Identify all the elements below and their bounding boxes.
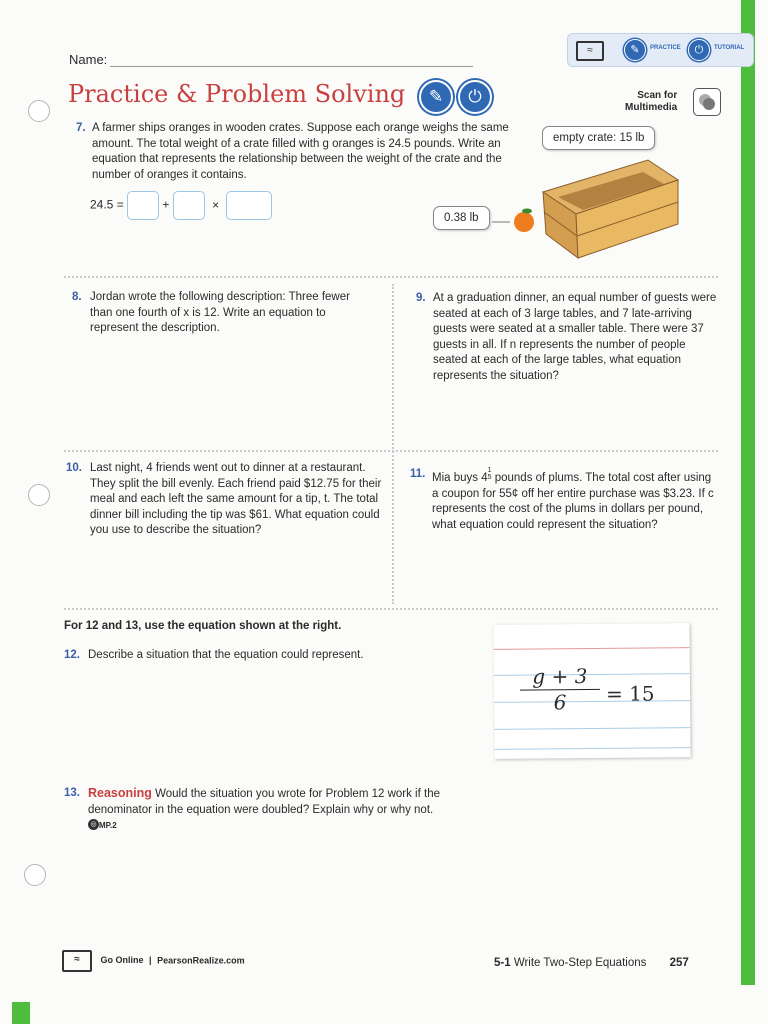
pencil-icon[interactable]: ✎ xyxy=(624,39,646,61)
equation-right: = 15 xyxy=(605,681,655,706)
power-icon[interactable]: ⏻ xyxy=(688,39,710,61)
card-rule xyxy=(494,647,690,650)
equation-numerator: g + 3 xyxy=(520,664,600,691)
mp-label: MP.2 xyxy=(99,821,117,830)
answer-box[interactable] xyxy=(173,191,205,220)
name-label: Name: xyxy=(69,52,108,67)
problem-11-text-start: Mia buys 4 xyxy=(432,472,488,484)
problem-13-text: Would the situation you wrote for Problem 12 work if the denominator in the equation were doubled? Explain why or why not. xyxy=(88,788,440,816)
divider xyxy=(64,450,718,452)
divider xyxy=(64,276,718,278)
equation-7 xyxy=(90,191,272,220)
card-rule xyxy=(494,727,690,730)
footer-left xyxy=(62,950,245,972)
problem-11-text-end: pounds of plums. The total cost after using a coupon for 55¢ off her entire purchase was $3.23. If c represents the cost of the plums in dollars per pound, what equation could represent the situation? xyxy=(432,472,714,531)
problem-7-text: A farmer ships oranges in wooden crates. Suppose each orange weighs the same amount. The total weight of a crate filled with g oranges is 24.5 pounds. Write an equation that represents the relationship between the weight of the crate and the number of oranges it contains. xyxy=(92,122,509,181)
side-bar xyxy=(741,0,755,985)
divider xyxy=(392,284,394,604)
problem-13 xyxy=(64,786,444,834)
fraction-equation xyxy=(520,664,600,715)
problem-number: 7. xyxy=(76,122,86,134)
crate-label: empty crate: 15 lb xyxy=(542,126,655,150)
orange-weight-label: 0.38 lb xyxy=(433,206,490,230)
lesson-number: 5-1 xyxy=(494,957,511,969)
fraction-numerator: 1 xyxy=(487,467,492,474)
power-icon[interactable]: ⏻ xyxy=(458,80,492,114)
binder-hole xyxy=(28,484,50,506)
qr-code-graphic xyxy=(694,89,720,115)
binder-hole xyxy=(24,864,46,886)
toolbar xyxy=(567,33,754,67)
problem-number: 12. xyxy=(64,649,80,661)
problem-11-text xyxy=(432,467,720,533)
footer-right xyxy=(494,957,689,969)
monitor-icon[interactable]: ≈ xyxy=(62,950,92,972)
mp-badge xyxy=(88,819,117,831)
qr-code-icon[interactable] xyxy=(693,88,721,116)
problem-number: 9. xyxy=(416,292,426,304)
monitor-icon[interactable]: ≈ xyxy=(576,41,604,61)
problem-number: 8. xyxy=(72,291,82,303)
crate-image xyxy=(538,152,684,262)
page-number: 257 xyxy=(669,957,689,969)
answer-box[interactable] xyxy=(226,191,272,220)
go-online-label: Go Online xyxy=(100,955,144,966)
scan-line-2: Multimedia xyxy=(625,102,678,113)
equation-left: 24.5 = xyxy=(90,197,124,212)
pencil-icon[interactable]: ✎ xyxy=(419,80,453,114)
footer-separator: | xyxy=(149,955,152,966)
problem-10 xyxy=(66,461,384,539)
practice-label: PRACTICE xyxy=(650,45,681,51)
problem-number: 11. xyxy=(410,468,426,480)
problem-11 xyxy=(410,467,720,533)
problem-12-text: Describe a situation that the equation could represent. xyxy=(88,649,364,661)
fraction-denominator: 5 xyxy=(487,474,492,481)
plus-sign: + xyxy=(162,197,170,212)
page-title: Practice & Problem Solving xyxy=(68,80,406,108)
problem-9 xyxy=(416,291,720,384)
equation-card xyxy=(493,623,690,759)
instruction-12-13: For 12 and 13, use the equation shown at the right. xyxy=(64,620,342,632)
times-sign: × xyxy=(212,197,220,212)
problem-8-text: Jordan wrote the following description: Three fewer than one fourth of x is 12. Write an equation to represent the description. xyxy=(90,291,350,334)
answer-box[interactable] xyxy=(127,191,159,220)
equation-denominator: 6 xyxy=(553,690,567,715)
problem-10-text: Last night, 4 friends went out to dinner at a restaurant. They split the bill evenly. Each friend paid $12.75 for their meal and each left the same amount for a tip, t. The total dinner bill including the tip was $61. What equation could you use to describe the situation? xyxy=(90,462,382,536)
divider xyxy=(64,608,718,610)
tutorial-label: TUTORIAL xyxy=(714,45,745,51)
problem-number: 13. xyxy=(64,787,80,799)
binder-hole xyxy=(28,100,50,122)
problem-7 xyxy=(76,121,526,183)
site-link[interactable]: PearsonRealize.com xyxy=(157,955,245,966)
card-rule xyxy=(495,747,691,750)
name-line[interactable] xyxy=(110,66,473,67)
problem-number: 10. xyxy=(66,462,82,474)
scan-line-1: Scan for xyxy=(637,90,678,101)
problem-9-text: At a graduation dinner, an equal number of guests were seated at each of 3 large tables, and 7 late-arriving guests were seated at a smaller table. There were 37 guests in all. If n represents the number of people seated at each of the large tables, what equation represents the situation? xyxy=(433,292,717,382)
problem-13-body xyxy=(88,786,444,834)
orange-icon xyxy=(510,206,538,234)
pointer-line xyxy=(490,210,512,230)
lesson-title: Write Two-Step Equations xyxy=(513,957,647,969)
problem-12 xyxy=(64,648,444,664)
scan-label xyxy=(625,90,677,114)
corner-marker xyxy=(12,1002,30,1024)
problem-8 xyxy=(72,290,372,337)
reasoning-heading: Reasoning xyxy=(88,786,152,800)
mp-icon: ◎ xyxy=(88,819,99,830)
